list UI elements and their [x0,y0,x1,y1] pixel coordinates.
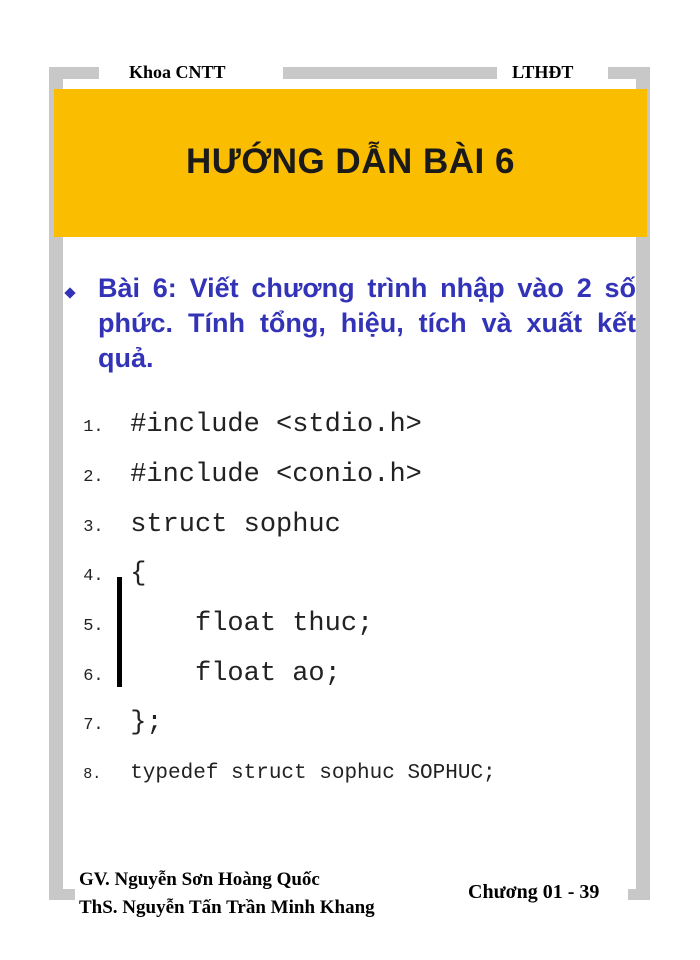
code-text: float thuc; [130,609,374,639]
frame-top-bar [283,67,497,79]
line-number: 4. [83,567,104,586]
code-line [64,492,341,540]
header-course: LTHĐT [512,62,574,82]
line-number: 3. [83,518,104,537]
line-number: 8. [83,766,102,783]
line-number: 5. [83,617,104,636]
code-line [64,541,146,589]
line-number: 1. [83,418,104,437]
code-text: }; [130,708,163,738]
line-number: 2. [83,468,104,487]
header-department: Khoa CNTT [129,62,226,82]
frame-bottom-bar [628,889,636,900]
line-number: 6. [83,667,104,686]
code-text: typedef struct sophuc SOPHUC; [130,762,496,785]
footer-chapter: Chương 01 - 39 [468,881,600,903]
task-description: Bài 6: Viết chương trình nhập vào 2 số phức. Tính tổng, hiệu, tích và xuất kết quả. [98,273,636,373]
block-indent-bar [117,577,122,687]
footer-author-1: GV. Nguyễn Sơn Hoàng Quốc [79,869,320,890]
slide-title: HƯỚNG DẪN BÀI 6 [186,141,515,181]
frame-bottom-bar [63,889,75,900]
title-banner [54,89,647,237]
code-text: struct sophuc [130,510,341,540]
code-line [64,744,496,785]
code-line [64,690,163,738]
code-line [64,641,341,689]
frame-top-bar [63,67,99,79]
line-number: 7. [83,716,104,735]
code-text: #include <conio.h> [130,460,422,490]
diamond-bullet-icon [64,287,75,298]
code-text: { [130,559,147,589]
code-text: float ao; [130,659,341,689]
code-line [64,591,373,639]
footer-author-2: ThS. Nguyễn Tấn Trần Minh Khang [79,897,375,918]
code-line [64,392,422,440]
code-line [64,442,422,490]
code-text: #include <stdio.h> [130,410,422,440]
frame-top-bar [608,67,636,79]
